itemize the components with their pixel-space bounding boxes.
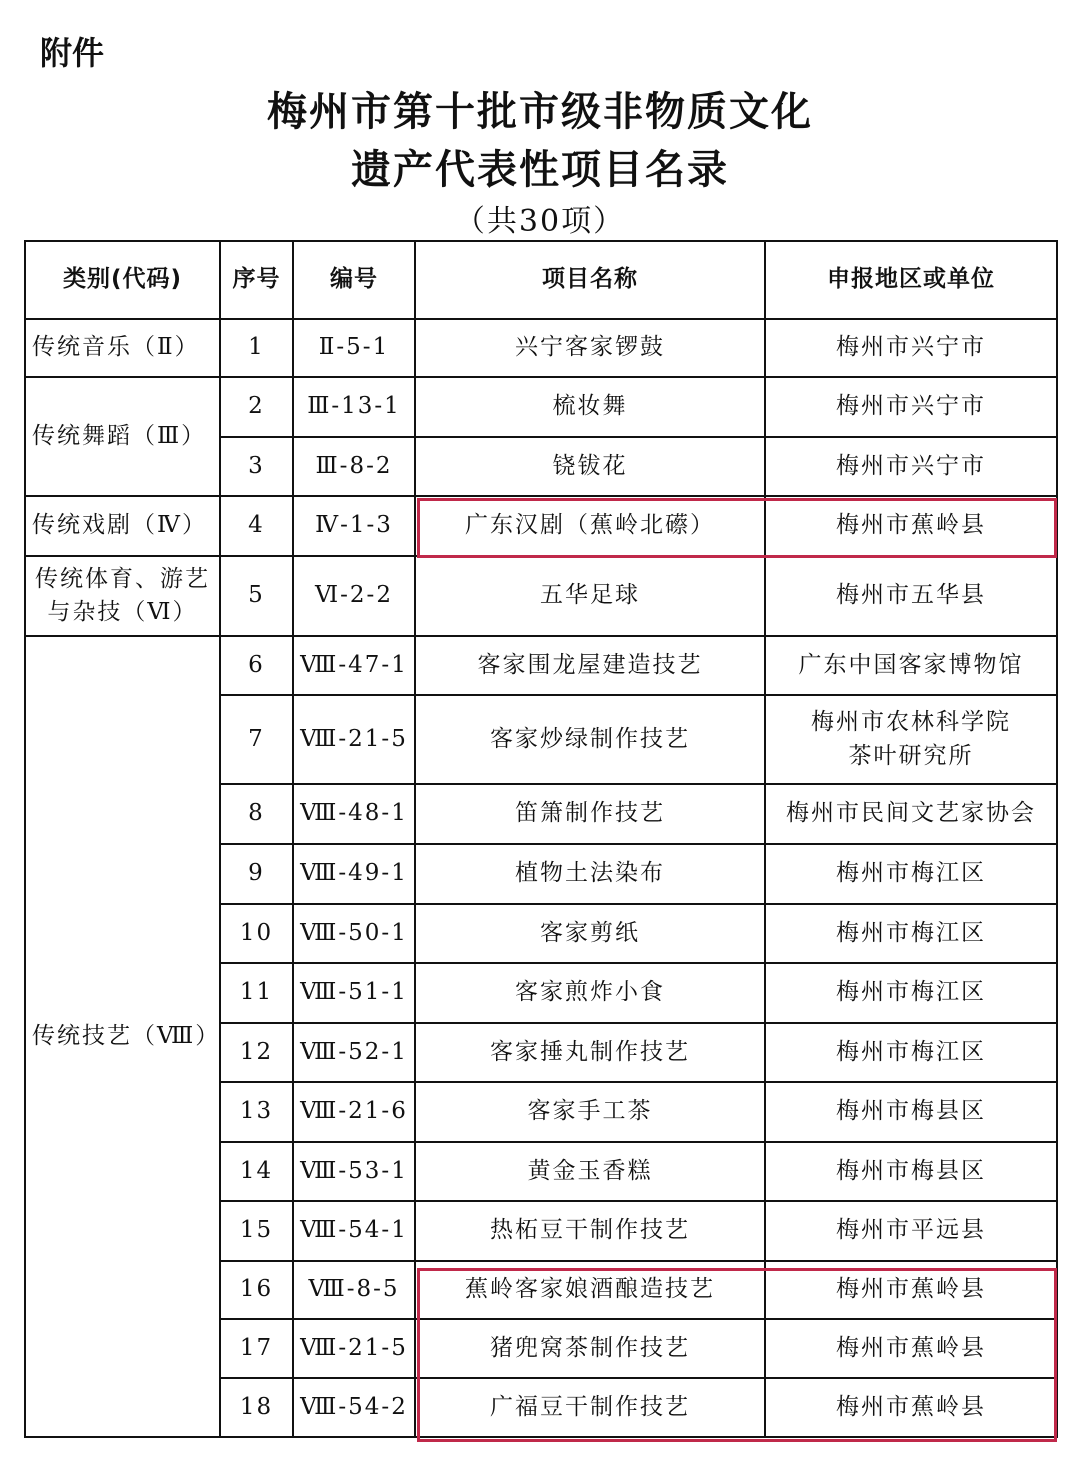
- document-title-line2: 遗产代表性项目名录: [351, 146, 729, 193]
- unit-cell: 梅州市梅江区: [765, 1023, 1057, 1082]
- unit-cell: 梅州市梅江区: [765, 844, 1057, 904]
- project-name-cell: 铙钹花: [415, 437, 765, 496]
- category-cell: 传统戏剧（Ⅳ）: [25, 496, 220, 556]
- project-name-cell: 客家剪纸: [415, 904, 765, 963]
- unit-cell: 梅州市梅县区: [765, 1082, 1057, 1142]
- project-name-cell: 梳妆舞: [415, 377, 765, 437]
- unit-cell: 梅州市梅江区: [765, 904, 1057, 963]
- project-name-cell: 客家围龙屋建造技艺: [415, 636, 765, 695]
- code-cell: Ⅷ-47-1: [293, 636, 415, 695]
- number-cell: 10: [220, 904, 293, 963]
- unit-line2: 茶叶研究所: [848, 742, 974, 769]
- number-cell: 7: [220, 695, 293, 784]
- project-name-cell: 广东汉剧（蕉岭北礤）: [415, 496, 765, 556]
- column-header-unit: 申报地区或单位: [765, 241, 1057, 319]
- project-name-cell: 客家捶丸制作技艺: [415, 1023, 765, 1082]
- project-name-cell: 热柘豆干制作技艺: [415, 1201, 765, 1261]
- code-cell: Ⅲ-13-1: [293, 377, 415, 437]
- project-name-cell: 客家手工茶: [415, 1082, 765, 1142]
- code-cell: Ⅲ-8-2: [293, 437, 415, 496]
- code-cell: Ⅷ-51-1: [293, 963, 415, 1023]
- project-name-cell: 兴宁客家锣鼓: [415, 319, 765, 377]
- code-cell: Ⅷ-8-5: [293, 1261, 415, 1319]
- project-name-cell: 五华足球: [415, 556, 765, 636]
- unit-cell: 梅州市蕉岭县: [765, 1319, 1057, 1378]
- unit-cell: 广东中国客家博物馆: [765, 636, 1057, 695]
- number-cell: 11: [220, 963, 293, 1023]
- project-name-cell: 客家炒绿制作技艺: [415, 695, 765, 784]
- column-header-category: 类别(代码): [25, 241, 220, 319]
- category-cell: [25, 556, 220, 636]
- column-header-number: 序号: [220, 241, 293, 319]
- code-cell: Ⅷ-48-1: [293, 784, 415, 844]
- unit-cell: 梅州市梅江区: [765, 963, 1057, 1023]
- unit-cell: 梅州市民间文艺家协会: [765, 784, 1057, 844]
- category-line1: 传统体育、游艺: [35, 565, 210, 592]
- code-cell: Ⅵ-2-2: [293, 556, 415, 636]
- number-cell: 8: [220, 784, 293, 844]
- document-title-line1: 梅州市第十批市级非物质文化: [267, 88, 813, 135]
- table-header-row: [25, 241, 1057, 319]
- number-cell: 12: [220, 1023, 293, 1082]
- code-cell: Ⅷ-21-6: [293, 1082, 415, 1142]
- unit-cell: 梅州市五华县: [765, 556, 1057, 636]
- code-cell: Ⅷ-50-1: [293, 904, 415, 963]
- project-name-cell: 客家煎炸小食: [415, 963, 765, 1023]
- category-cell: 传统技艺（Ⅷ）: [25, 636, 220, 1437]
- number-cell: 6: [220, 636, 293, 695]
- code-cell: Ⅱ-5-1: [293, 319, 415, 377]
- category-line2: 与杂技（Ⅵ）: [47, 599, 198, 625]
- unit-cell: 梅州市平远县: [765, 1201, 1057, 1261]
- number-cell: 5: [220, 556, 293, 636]
- table-row: [25, 319, 1057, 377]
- project-name-cell: 猪兜窝茶制作技艺: [415, 1319, 765, 1378]
- number-cell: 2: [220, 377, 293, 437]
- number-cell: 18: [220, 1378, 293, 1437]
- category-cell: 传统音乐（Ⅱ）: [25, 319, 220, 377]
- project-name-cell: 蕉岭客家娘酒酿造技艺: [415, 1261, 765, 1319]
- number-cell: 9: [220, 844, 293, 904]
- attachment-label: 附件: [40, 34, 105, 72]
- project-name-cell: 笛箫制作技艺: [415, 784, 765, 844]
- number-cell: 4: [220, 496, 293, 556]
- unit-cell: 梅州市蕉岭县: [765, 496, 1057, 556]
- number-cell: 15: [220, 1201, 293, 1261]
- project-name-cell: 植物土法染布: [415, 844, 765, 904]
- project-name-cell: 广福豆干制作技艺: [415, 1378, 765, 1437]
- column-header-project-name: 项目名称: [415, 241, 765, 319]
- heritage-list-table: [24, 240, 1058, 1438]
- code-cell: Ⅷ-54-1: [293, 1201, 415, 1261]
- category-cell: 传统舞蹈（Ⅲ）: [25, 377, 220, 496]
- table-row: [25, 636, 1057, 695]
- number-cell: 3: [220, 437, 293, 496]
- code-cell: Ⅳ-1-3: [293, 496, 415, 556]
- number-cell: 17: [220, 1319, 293, 1378]
- unit-cell: 梅州市兴宁市: [765, 319, 1057, 377]
- project-name-cell: 黄金玉香糕: [415, 1142, 765, 1201]
- table-row: [25, 377, 1057, 437]
- table-row: [25, 556, 1057, 636]
- code-cell: Ⅷ-49-1: [293, 844, 415, 904]
- code-cell: Ⅷ-21-5: [293, 695, 415, 784]
- unit-cell: 梅州市兴宁市: [765, 377, 1057, 437]
- number-cell: 1: [220, 319, 293, 377]
- number-cell: 13: [220, 1082, 293, 1142]
- unit-cell: [765, 695, 1057, 784]
- unit-cell: 梅州市蕉岭县: [765, 1378, 1057, 1437]
- number-cell: 14: [220, 1142, 293, 1201]
- item-count: （共30项）: [454, 204, 626, 239]
- unit-line1: 梅州市农林科学院: [811, 709, 1011, 736]
- code-cell: Ⅷ-53-1: [293, 1142, 415, 1201]
- table-row: [25, 496, 1057, 556]
- column-header-code: 编号: [293, 241, 415, 319]
- unit-cell: 梅州市蕉岭县: [765, 1261, 1057, 1319]
- code-cell: Ⅷ-21-5: [293, 1319, 415, 1378]
- code-cell: Ⅷ-52-1: [293, 1023, 415, 1082]
- number-cell: 16: [220, 1261, 293, 1319]
- unit-cell: 梅州市兴宁市: [765, 437, 1057, 496]
- unit-cell: 梅州市梅县区: [765, 1142, 1057, 1201]
- code-cell: Ⅷ-54-2: [293, 1378, 415, 1437]
